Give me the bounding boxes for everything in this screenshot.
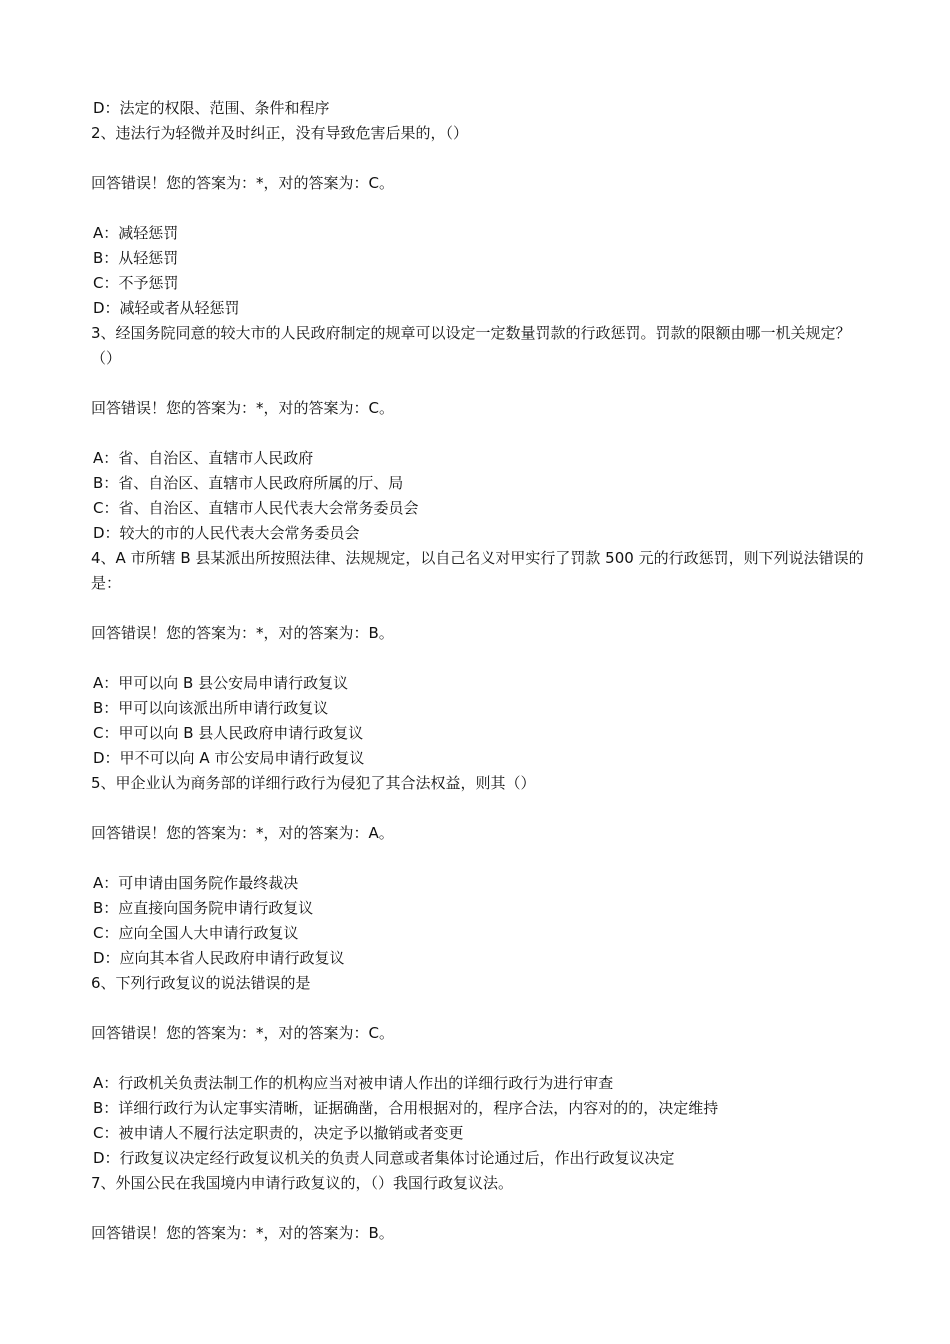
question-block [91, 546, 871, 771]
question-block [91, 771, 871, 971]
answer-feedback: 回答错误！您的答案为：*，对的答案为：C。 [91, 1024, 394, 1042]
question-text: 5、甲企业认为商务部的详细行政行为侵犯了其合法权益，则其（） [91, 774, 536, 792]
question-block [91, 971, 871, 1171]
spacer [91, 371, 871, 396]
option-c: C：应向全国人大申请行政复议 [93, 924, 299, 942]
option-d: D：较大的市的人民代表大会常务委员会 [93, 524, 360, 542]
spacer [91, 146, 871, 171]
spacer [91, 996, 871, 1021]
option-b: B：详细行政行为认定事实清晰，证据确凿，合用根据对的，程序合法，内容对的的，决定维持 [93, 1099, 719, 1117]
answer-feedback: 回答错误！您的答案为：*，对的答案为：A。 [91, 824, 394, 842]
option-c: C：被申请人不履行法定职责的，决定予以撤销或者变更 [93, 1124, 464, 1142]
question-text: 4、A 市所辖 B 县某派出所按照法律、法规规定，以自己名义对甲实行了罚款 500 元的行政惩罚，则下列说法错误的是： [91, 549, 864, 592]
question-block [91, 121, 871, 321]
option-d: D：行政复议决定经行政复议机关的负责人同意或者集体讨论通过后，作出行政复议决定 [93, 1149, 675, 1167]
option-a: A：行政机关负责法制工作的机构应当对被申请人作出的详细行政行为进行审查 [93, 1074, 614, 1092]
question-block [91, 321, 871, 546]
answer-feedback: 回答错误！您的答案为：*，对的答案为：C。 [91, 399, 394, 417]
answer-feedback: 回答错误！您的答案为：*，对的答案为：B。 [91, 624, 394, 642]
option-b: B：甲可以向该派出所申请行政复议 [93, 699, 329, 717]
lead-option: D：法定的权限、范围、条件和程序 [93, 99, 330, 117]
option-a: A：甲可以向 B 县公安局申请行政复议 [93, 674, 349, 692]
spacer [91, 596, 871, 621]
spacer [91, 796, 871, 821]
option-c: C：不予惩罚 [93, 274, 179, 292]
question-text: 2、违法行为轻微并及时纠正，没有导致危害后果的，（） [91, 124, 469, 142]
question-text: 3、经国务院同意的较大市的人民政府制定的规章可以设定一定数量罚款的行政惩罚。罚款的限额由哪一机关规定？（） [91, 324, 851, 367]
question-block [91, 1171, 871, 1246]
option-c: C：甲可以向 B 县人民政府申请行政复议 [93, 724, 364, 742]
option-d: D：减轻或者从轻惩罚 [93, 299, 240, 317]
option-a: A：省、自治区、直辖市人民政府 [93, 449, 314, 467]
option-c: C：省、自治区、直辖市人民代表大会常务委员会 [93, 499, 419, 517]
spacer [91, 846, 871, 871]
question-text: 7、外国公民在我国境内申请行政复议的，（）我国行政复议法。 [91, 1174, 514, 1192]
option-b: B：应直接向国务院申请行政复议 [93, 899, 314, 917]
spacer [91, 646, 871, 671]
option-a: A：减轻惩罚 [93, 224, 179, 242]
question-text: 6、下列行政复议的说法错误的是 [91, 974, 311, 992]
answer-feedback: 回答错误！您的答案为：*，对的答案为：C。 [91, 174, 394, 192]
spacer [91, 421, 871, 446]
option-b: B：从轻惩罚 [93, 249, 179, 267]
option-d: D：应向其本省人民政府申请行政复议 [93, 949, 345, 967]
spacer [91, 196, 871, 221]
option-b: B：省、自治区、直辖市人民政府所属的厅、局 [93, 474, 404, 492]
spacer [91, 1046, 871, 1071]
document-page [91, 96, 871, 1246]
option-d: D：甲不可以向 A 市公安局申请行政复议 [93, 749, 365, 767]
spacer [91, 1196, 871, 1221]
option-a: A：可申请由国务院作最终裁决 [93, 874, 299, 892]
answer-feedback: 回答错误！您的答案为：*，对的答案为：B。 [91, 1224, 394, 1242]
